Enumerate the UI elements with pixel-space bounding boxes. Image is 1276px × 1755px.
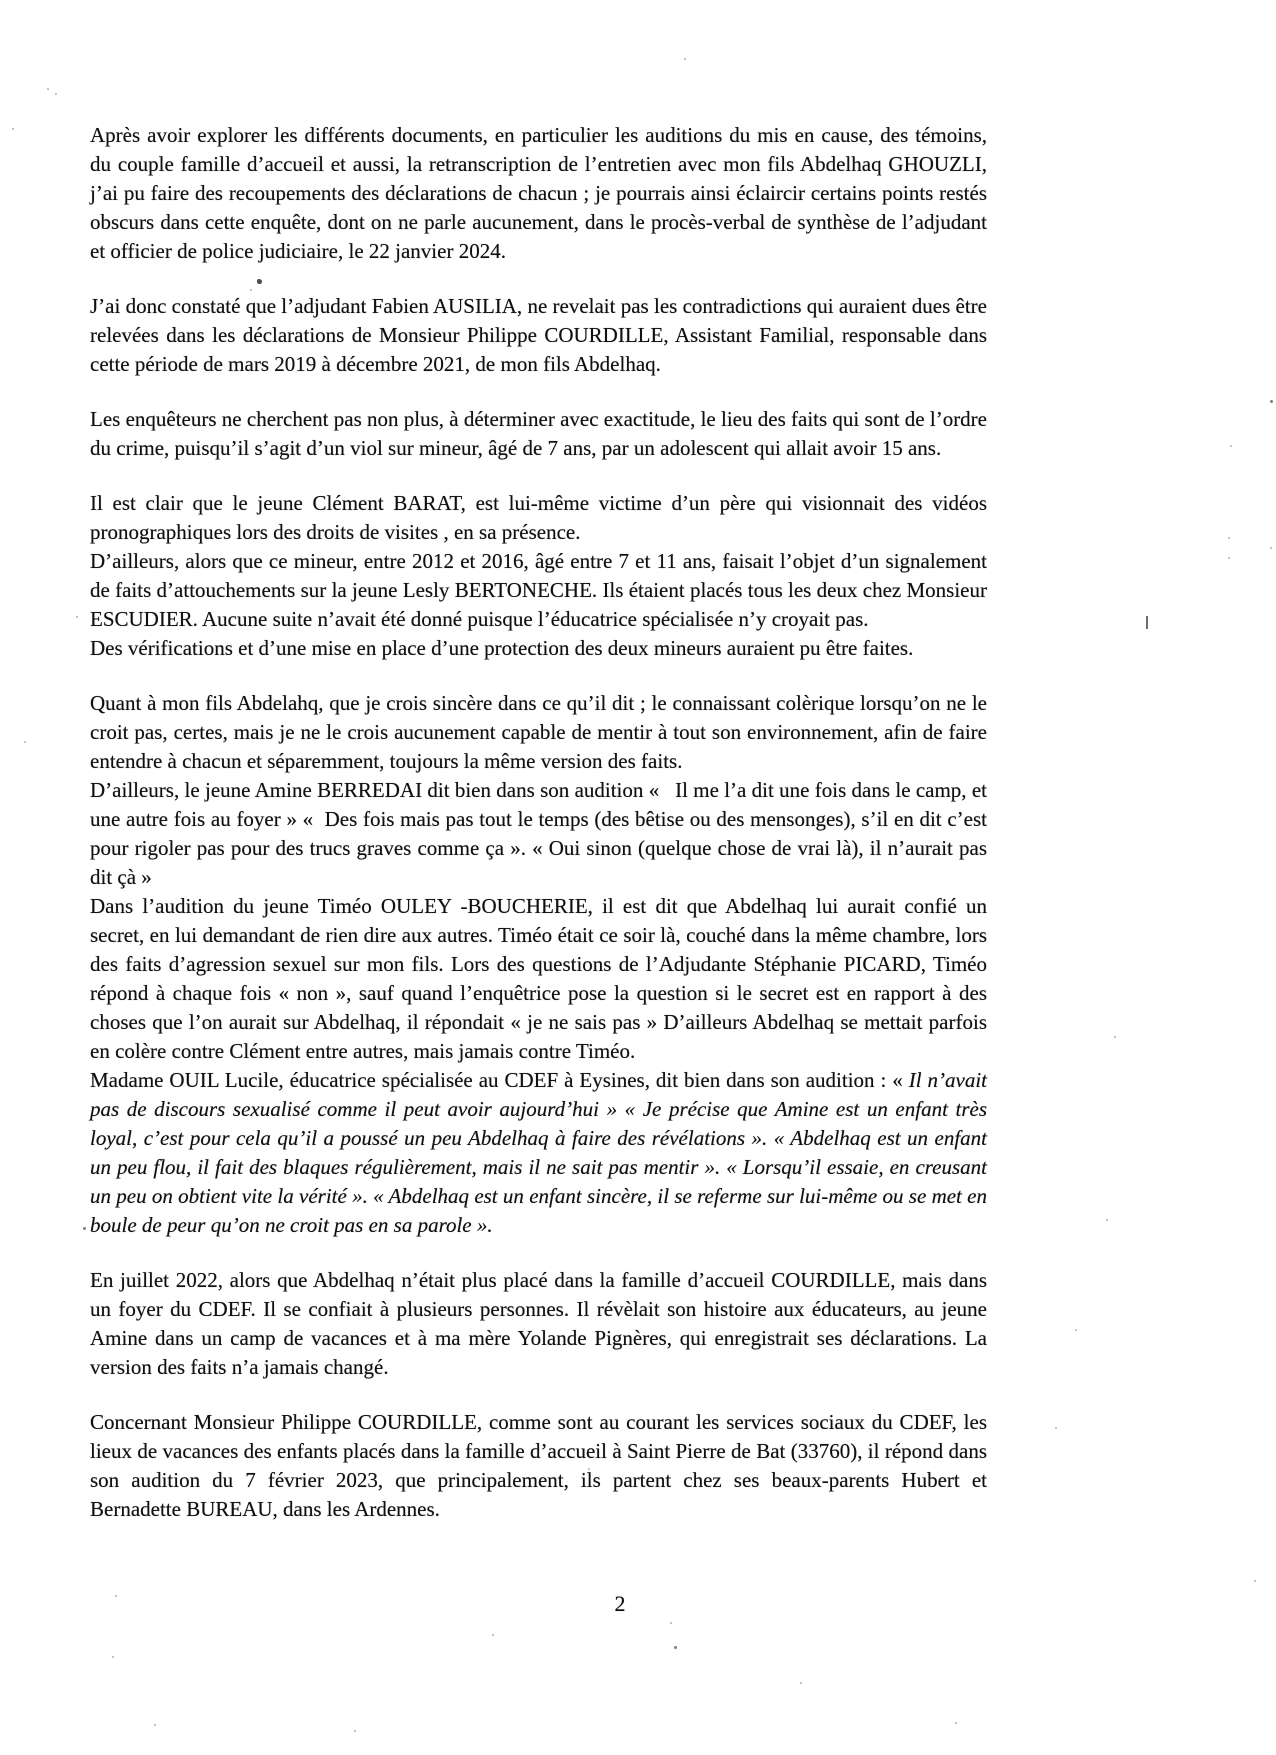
paragraph (90, 405, 987, 463)
scan-speck (1075, 1329, 1077, 1331)
text-segment: D’ailleurs, alors que ce mineur, entre 2012 et 2016, âgé entre 7 et 11 ans, faisait l’objet d’un signalement de faits d’attouchements sur la jeune Lesly BERTONECHE. Ils étaient placés tous les deux chez Monsieur ESCUDIER. Aucune suite n’avait été donné puisque l’éducatrice spécialisée n’y croyait pas. (90, 549, 987, 631)
scan-speck (1114, 1036, 1116, 1038)
scan-speck (115, 1595, 117, 1597)
scan-speck (76, 616, 78, 618)
scan-speck (684, 58, 686, 60)
scan-speck (154, 1724, 156, 1726)
scan-speck (12, 128, 14, 130)
paragraph (90, 292, 987, 379)
quoted-italic-text: Il n’avait pas de discours sexualisé comme il peut avoir aujourd’hui » « Je précise que Amine est un enfant très loyal, c’est pour cela qu’il a poussé un peu Abdelhaq à faire des révélations ». « Abdelhaq est un enfant un peu flou, il fait des blaques régulièrement, mais il ne sait pas mentir ». « Lorsqu’il essaie, en creusant un peu on obtient vite la vérité ». « Abdelhaq est un enfant sincère, il se referme sur lui-même ou se met en boule de peur qu’on ne croit pas en sa parole ». (90, 1068, 987, 1237)
scan-speck (83, 1227, 86, 1230)
text-segment: Concernant Monsieur Philippe COURDILLE, comme sont au courant les services sociaux du CDEF, les lieux de vacances des enfants placés dans la famille d’accueil à Saint Pierre de Bat (33760), il répond dans son audition du 7 février 2023, que principalement, ils partent chez ses beaux-parents Hubert et Bernadette BUREAU, dans les Ardennes. (90, 1410, 987, 1521)
scan-speck (55, 93, 57, 95)
text-block (90, 489, 987, 663)
scan-speck (800, 1682, 802, 1684)
document-body (90, 121, 987, 1550)
text-segment: Quant à mon fils Abdelahq, que je crois sincère dans ce qu’il dit ; le connaissant colèrique lorsqu’on ne le croit pas, certes, mais je ne le crois aucunement capable de mentir à tout son environnement, afin de faire entendre à chacun et séparemment, toujours la même version des faits. (90, 691, 987, 773)
page-number: 2 (614, 1591, 626, 1616)
text-block (90, 1266, 987, 1382)
paragraph (90, 892, 987, 1066)
text-block (90, 689, 987, 1240)
scan-speck (1228, 557, 1230, 559)
text-block (90, 405, 987, 463)
text-segment: Dans l’audition du jeune Timéo OULEY -BOUCHERIE, il est dit que Abdelhaq lui aurait confié un secret, en lui demandant de rien dire aux autres. Timéo était ce soir là, couché dans la même chambre, lors des faits d’agression sexuel sur mon fils. Lors des questions de l’Adjudante Stéphanie PICARD, Timéo répond à chaque fois « non », sauf quand l’enquêtrice pose la question si le secret est en rapport à des choses que l’on aurait sur Abdelhaq, il répondait « je ne sais pas » D’ailleurs Abdelhaq se mettait parfois en colère contre Clément entre autres, mais jamais contre Timéo. (90, 894, 987, 1063)
paragraph (90, 489, 987, 547)
scan-speck (1254, 1580, 1256, 1582)
scan-speck (1270, 547, 1272, 549)
scan-speck (674, 1646, 677, 1649)
scan-speck (1055, 1427, 1057, 1429)
paragraph (90, 547, 987, 634)
paragraph (90, 1066, 987, 1240)
text-segment: J’ai donc constaté que l’adjudant Fabien AUSILIA, ne revelait pas les contradictions qui auraient dues être relevées dans les déclarations de Monsieur Philippe COURDILLE, Assistant Familial, responsable dans cette période de mars 2019 à décembre 2021, de mon fils Abdelhaq. (90, 294, 987, 376)
text-segment: En juillet 2022, alors que Abdelhaq n’était plus placé dans la famille d’accueil COURDILLE, mais dans un foyer du CDEF. Il se confiait à plusieurs personnes. Il révèlait son histoire aux éducateurs, au jeune Amine dans un camp de vacances et à ma mère Yolande Pignères, qui enregistrait ses déclarations. La version des faits n’a jamais changé. (90, 1268, 987, 1379)
text-segment: D’ailleurs, le jeune Amine BERREDAI dit bien dans son audition « Il me l’a dit une fois dans le camp, et une autre fois au foyer » « Des fois mais pas tout le temps (des bêtise ou des mensonges), s’il en dit c’est pour rigoler pas pour des trucs graves comme ça ». « Oui sinon (quelque chose de vrai là), il n’aurait pas dit çà » (90, 778, 987, 889)
scan-speck (588, 1468, 590, 1470)
paragraph (90, 689, 987, 776)
scan-speck (47, 88, 49, 90)
scan-speck (112, 1656, 114, 1658)
paragraph (90, 121, 987, 266)
scan-mark (1146, 616, 1148, 629)
paragraph (90, 1408, 987, 1524)
text-block (90, 292, 987, 379)
text-block (90, 121, 987, 266)
scan-speck (1228, 537, 1230, 539)
scan-speck (955, 1722, 957, 1724)
scan-speck (24, 741, 26, 743)
scan-speck (670, 1622, 672, 1624)
scan-speck (492, 1634, 494, 1636)
scan-speck (354, 1730, 356, 1732)
text-block (90, 1408, 987, 1524)
scan-speck (1106, 1219, 1108, 1221)
scan-speck (250, 289, 252, 291)
scan-speck (1230, 445, 1232, 447)
paragraph (90, 1266, 987, 1382)
text-segment: Des vérifications et d’une mise en place d’une protection des deux mineurs auraient pu être faites. (90, 636, 914, 660)
text-segment: Après avoir explorer les différents documents, en particulier les auditions du mis en cause, des témoins, du couple famille d’accueil et aussi, la retranscription de l’entretien avec mon fils Abdelhaq GHOUZLI, j’ai pu faire des recoupements des déclarations de chacun ; je pourrais ainsi éclaircir certains points restés obscurs dans cette enquête, dont on ne parle aucunement, dans le procès-verbal de synthèse de l’adjudant et officier de police judiciaire, le 22 janvier 2024. (90, 123, 987, 263)
text-segment: Madame OUIL Lucile, éducatrice spécialisée au CDEF à Eysines, dit bien dans son audition : « (90, 1068, 909, 1092)
paragraph (90, 776, 987, 892)
text-segment: Il est clair que le jeune Clément BARAT, est lui-même victime d’un père qui visionnait des vidéos pronographiques lors des droits de visites , en sa présence. (90, 491, 987, 544)
paragraph (90, 634, 987, 663)
scan-speck (257, 279, 262, 284)
scan-speck (1270, 400, 1273, 403)
text-segment: Les enquêteurs ne cherchent pas non plus, à déterminer avec exactitude, le lieu des faits qui sont de l’ordre du crime, puisqu’il s’agit d’un viol sur mineur, âgé de 7 ans, par un adolescent qui allait avoir 15 ans. (90, 407, 987, 460)
